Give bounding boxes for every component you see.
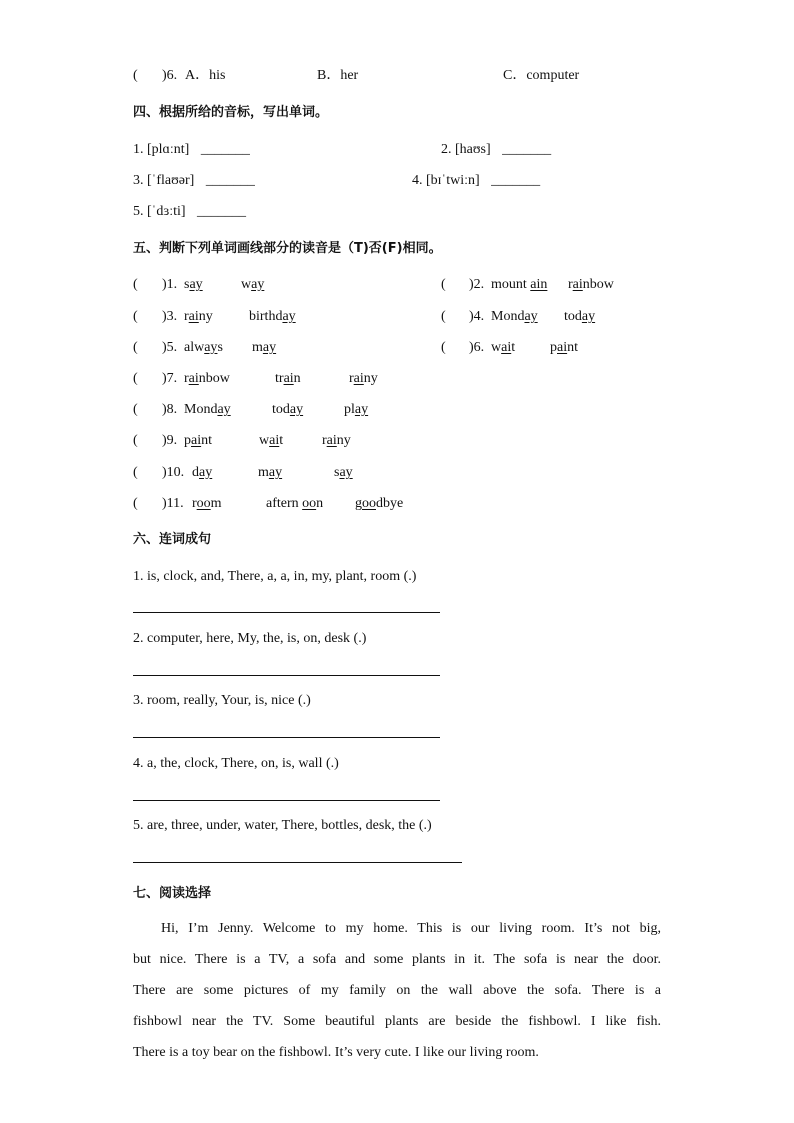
ipa-text: [haʊs] xyxy=(455,142,491,157)
word-1: rainy xyxy=(184,309,213,324)
passage-line-4: fishbowl near the TV. Some beautiful plants are beside the fishbowl. I like fish. xyxy=(133,1014,661,1029)
item-number: )6. xyxy=(469,340,485,355)
word-3: say xyxy=(334,465,353,480)
word-3: goodbye xyxy=(355,496,404,511)
answer-line-5[interactable] xyxy=(133,862,462,863)
answer-paren[interactable]: ( xyxy=(133,433,138,448)
word-2: birthday xyxy=(249,309,296,324)
item-number: )5. xyxy=(162,340,178,355)
word-2: today xyxy=(272,402,304,417)
answer-paren[interactable]: ( xyxy=(133,309,138,324)
q6-number: )6. xyxy=(162,68,178,83)
word-2: way xyxy=(241,277,265,292)
answer-blank[interactable]: _______ xyxy=(205,173,255,188)
word-1: wait xyxy=(491,340,516,355)
item-number: )11. xyxy=(162,496,184,511)
answer-line-4[interactable] xyxy=(133,800,440,801)
item-number: 5. xyxy=(133,204,144,219)
word-1: Monday xyxy=(491,309,538,324)
answer-line-2[interactable] xyxy=(133,675,440,676)
q6-option-a: A．his xyxy=(185,68,226,83)
item-number: )4. xyxy=(469,309,485,324)
word-2: may xyxy=(252,340,277,355)
sentence-prompt-3: 3. room, really, Your, is, nice (.) xyxy=(133,693,311,708)
word-1: paint xyxy=(184,433,212,448)
word-2: train xyxy=(275,371,301,386)
item-number: 3. xyxy=(133,173,144,188)
sentence-prompt-4: 4. a, the, clock, There, on, is, wall (.) xyxy=(133,756,339,771)
item-number: 4. xyxy=(412,173,423,188)
item-number: )1. xyxy=(162,277,178,292)
passage-line-3: There are some pictures of my family on the wall above the sofa. There is a xyxy=(133,983,661,998)
answer-line-1[interactable] xyxy=(133,612,440,613)
answer-paren[interactable]: ( xyxy=(133,371,138,386)
answer-paren[interactable]: ( xyxy=(133,277,138,292)
section-5-title: 五、判断下列单词画线部分的读音是（T)否(F)相同。 xyxy=(133,241,442,256)
section-6-title: 六、连词成句 xyxy=(133,532,212,547)
answer-blank[interactable]: _______ xyxy=(197,204,247,219)
word-1: mount ain xyxy=(491,277,548,292)
item-number: )10. xyxy=(162,465,185,480)
sentence-prompt-5: 5. are, three, under, water, There, bottles, desk, the (.) xyxy=(133,818,432,833)
answer-line-3[interactable] xyxy=(133,737,440,738)
section-4-title: 四、根据所给的音标，写出单词。 xyxy=(133,105,329,120)
word-3: rainy xyxy=(349,371,378,386)
ipa-text: [ˈdɜːti] xyxy=(147,204,186,219)
ipa-text: [ˈflaʊər] xyxy=(147,173,195,188)
word-2: may xyxy=(258,465,283,480)
passage-line-2: but nice. There is a TV, a sofa and some plants in it. The sofa is near the door. xyxy=(133,952,661,967)
answer-paren[interactable]: ( xyxy=(133,465,138,480)
item-number: 1. xyxy=(133,142,144,157)
word-1: say xyxy=(184,277,203,292)
reading-passage xyxy=(133,913,661,1068)
phonetic-item-5 xyxy=(133,203,246,221)
item-number: 2. xyxy=(441,142,452,157)
phonetic-item-4 xyxy=(412,172,540,190)
sentence-prompt-1: 1. is, clock, and, There, a, a, in, my, plant, room (.) xyxy=(133,569,417,584)
word-2: today xyxy=(564,309,596,324)
q6-paren: ( xyxy=(133,68,138,83)
word-3: rainy xyxy=(322,433,351,448)
word-1: room xyxy=(192,496,222,511)
sentence-prompt-2: 2. computer, here, My, the, is, on, desk (.) xyxy=(133,631,367,646)
item-number: )7. xyxy=(162,371,178,386)
answer-blank[interactable]: _______ xyxy=(200,142,250,157)
q6-option-c: C．computer xyxy=(503,68,580,83)
passage-line-1: Hi, I’m Jenny. Welcome to my home. This is our living room. It’s not big, xyxy=(161,921,661,936)
word-3: play xyxy=(344,402,369,417)
word-2: paint xyxy=(550,340,578,355)
answer-paren[interactable]: ( xyxy=(441,340,446,355)
word-1: day xyxy=(192,465,213,480)
item-number: )2. xyxy=(469,277,485,292)
word-2: aftern oon xyxy=(266,496,324,511)
item-number: )9. xyxy=(162,433,178,448)
ipa-text: [bɪˈtwiːn] xyxy=(426,173,480,188)
answer-paren[interactable]: ( xyxy=(441,309,446,324)
answer-paren[interactable]: ( xyxy=(441,277,446,292)
passage-line-5: There is a toy bear on the fishbowl. It’s very cute. I like our living room. xyxy=(133,1045,539,1060)
answer-blank[interactable]: _______ xyxy=(502,142,552,157)
word-1: rainbow xyxy=(184,371,230,386)
word-1: always xyxy=(184,340,223,355)
word-1: Monday xyxy=(184,402,231,417)
answer-paren[interactable]: ( xyxy=(133,340,138,355)
answer-paren[interactable]: ( xyxy=(133,496,138,511)
ipa-text: [plɑːnt] xyxy=(147,142,190,157)
phonetic-item-3 xyxy=(133,172,255,190)
q6-option-b: B．her xyxy=(317,68,359,83)
item-number: )8. xyxy=(162,402,178,417)
answer-blank[interactable]: _______ xyxy=(491,173,541,188)
word-2: rainbow xyxy=(568,277,614,292)
word-2: wait xyxy=(259,433,284,448)
section-7-title: 七、阅读选择 xyxy=(133,886,212,901)
item-number: )3. xyxy=(162,309,178,324)
answer-paren[interactable]: ( xyxy=(133,402,138,417)
phonetic-item-1 xyxy=(133,141,250,159)
phonetic-item-2 xyxy=(441,141,551,159)
